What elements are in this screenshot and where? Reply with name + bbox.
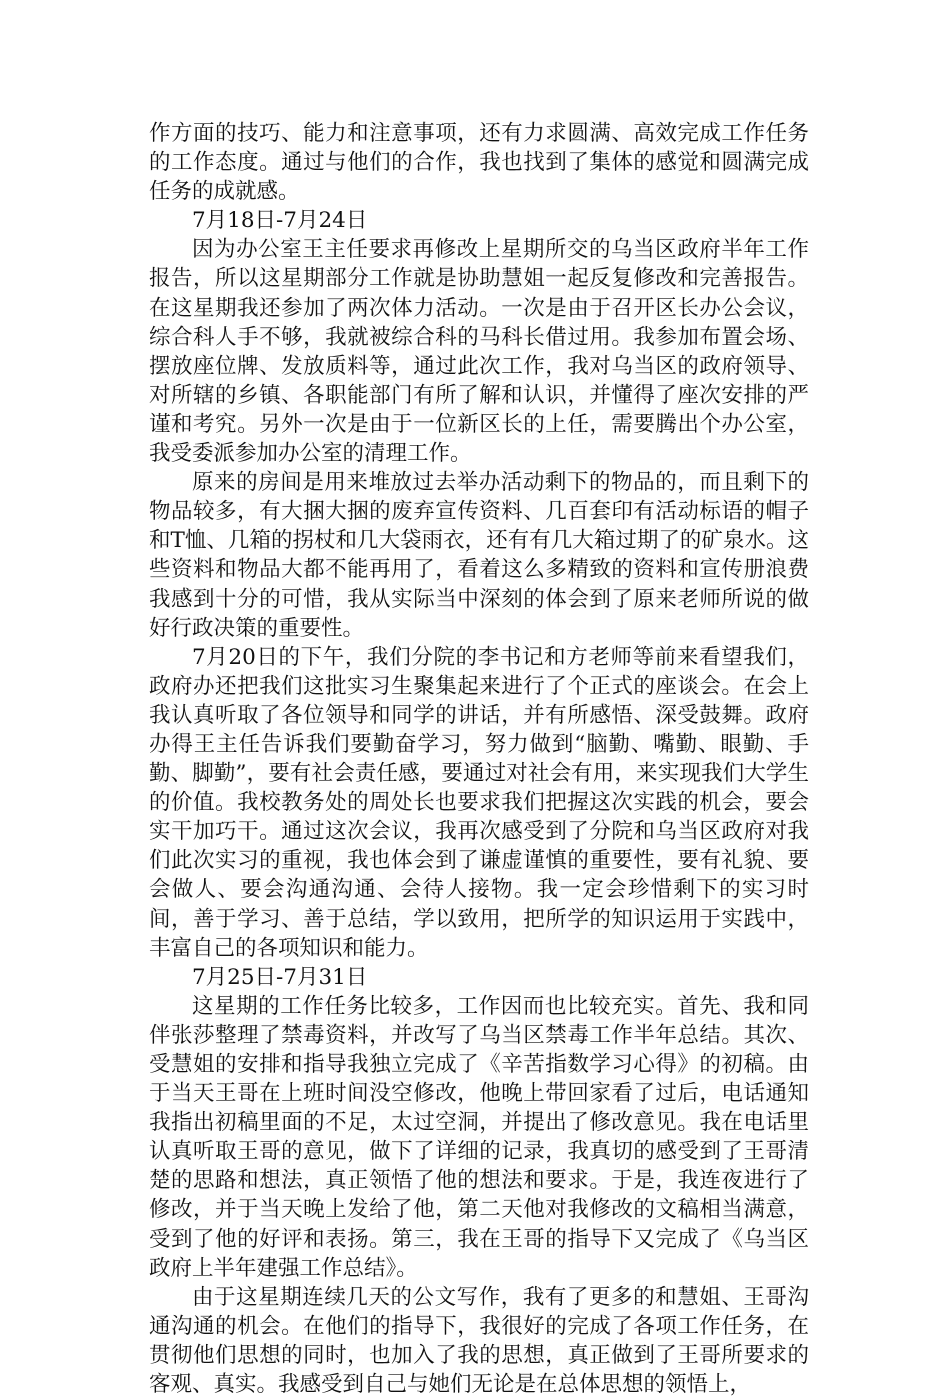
- paragraph: 这星期的工作任务比较多，工作因而也比较充实。首先、我和同伴张莎整理了禁毒资料，并改写了乌当区禁毒工作半年总结。其次、受慧姐的安排和指导我独立完成了《辛苦指数学习心得》的初稿。由于当天王哥在上班时间没空修改，他晚上带回家看了过后，电话通知我指出初稿里面的不足，太过空洞，并提出了修改意见。我在电话里认真听取王哥的意见，做下了详细的记录，我真切的感受到了王哥清楚的思路和想法，真正领悟了他的想法和要求。于是，我连夜进行了修改，并于当天晚上发给了他，第二天他对我修改的文稿相当满意，受到了他的好评和表扬。第三，我在王哥的指导下又完成了《乌当区政府上半年建强工作总结》。: [149, 993, 809, 1281]
- document-body: [149, 119, 809, 1399]
- paragraph: 7月20日的下午，我们分院的李书记和方老师等前来看望我们，政府办还把我们这批实习生聚集起来进行了个正式的座谈会。在会上我认真听取了各位领导和同学的讲话，并有所感悟、深受鼓舞。政府办得王主任告诉我们要勤奋学习，努力做到“脑勤、嘴勤、眼勤、手勤、脚勤”，要有社会责任感，要通过对社会有用，来实现我们大学生的价值。我校教务处的周处长也要求我们把握这次实践的机会，要会实干加巧干。通过这次会议，我再次感受到了分院和乌当区政府对我们此次实习的重视，我也体会到了谦虚谨慎的重要性，要有礼貌、要会做人、要会沟通沟通、会待人接物。我一定会珍惜剩下的实习时间，善于学习、善于总结，学以致用，把所学的知识运用于实践中，丰富自己的各项知识和能力。: [149, 644, 809, 961]
- date-range-heading: 7月18日-7月24日: [192, 208, 368, 234]
- paragraph: 原来的房间是用来堆放过去举办活动剩下的物品的，而且剩下的物品较多，有大捆大捆的废弃宣传资料、几百套印有活动标语的帽子和T恤、几箱的拐杖和几大袋雨衣，还有有几大箱过期了的矿泉水。这些资料和物品大都不能再用了，看着这么多精致的资料和宣传册浪费我感到十分的可惜，我从实际当中深刻的体会到了原来老师所说的做好行政决策的重要性。: [149, 470, 809, 641]
- paragraph: 由于这星期连续几天的公文写作，我有了更多的和慧姐、王哥沟通沟通的机会。在他们的指导下，我很好的完成了各项工作任务，在贯彻他们思想的同时，也加入了我的思想，真正做到了王哥所要求的客观、真实。我感受到自己与她们无论是在总体思想的领悟上，: [149, 1284, 809, 1398]
- paragraph: 因为办公室王主任要求再修改上星期所交的乌当区政府半年工作报告，所以这星期部分工作就是协助慧姐一起反复修改和完善报告。在这星期我还参加了两次体力活动。一次是由于召开区长办公会议，综合科人手不够，我就被综合科的马科长借过用。我参加布置会场、摆放座位牌、发放质料等，通过此次工作，我对乌当区的政府领导、对所辖的乡镇、各职能部门有所了解和认识，并懂得了座次安排的严谨和考究。另外一次是由于一位新区长的上任，需要腾出个办公室，我受委派参加办公室的清理工作。: [149, 237, 809, 467]
- paragraph-continuation: 作方面的技巧、能力和注意事项，还有力求圆满、高效完成工作任务的工作态度。通过与他们的合作，我也找到了集体的感觉和圆满完成任务的成就感。: [149, 121, 809, 205]
- date-range-heading: 7月25日-7月31日: [192, 964, 368, 990]
